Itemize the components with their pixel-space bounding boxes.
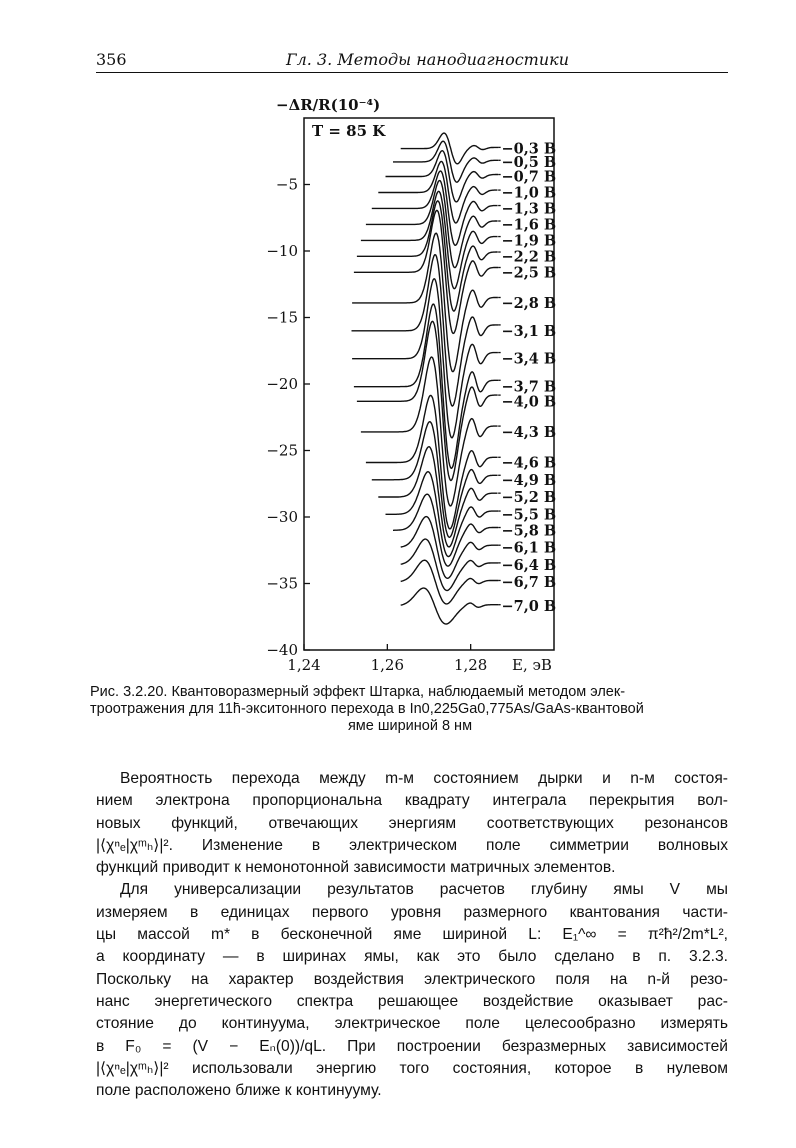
text-line: функций приводит к немонотонной зависимости матричных элементов. xyxy=(96,859,616,877)
voltage-label: −1,9 В xyxy=(501,232,557,250)
voltage-label: −6,7 В xyxy=(501,574,557,592)
body-text xyxy=(96,768,728,1102)
spectrum-curve xyxy=(401,560,499,604)
y-tick-label: −30 xyxy=(266,508,298,526)
y-tick-label: −25 xyxy=(266,441,298,460)
voltage-label: −0,3 В xyxy=(501,140,557,158)
y-tick-label: −5 xyxy=(275,175,298,194)
spectrum-curve xyxy=(366,395,498,529)
voltage-label: −4,9 В xyxy=(501,471,557,489)
voltage-label: −3,4 В xyxy=(501,350,557,368)
temperature-label: T = 85 K xyxy=(312,122,386,140)
text-line: в F₀ = (V − Eₙ(0))/qL. При построении безразмерных зависимостей xyxy=(96,1037,728,1055)
voltage-labels xyxy=(498,141,556,616)
spectrum-curve xyxy=(401,588,499,624)
page-number: 356 xyxy=(96,50,127,69)
paragraph-2 xyxy=(96,879,728,1102)
caption-line-3: яме шириной 8 нм xyxy=(347,718,473,734)
text-line: |⟨χⁿₑ|χᵐₕ⟩|². Изменение в электрическом поле симметрии волновых xyxy=(96,836,728,854)
voltage-label: −3,1 В xyxy=(501,322,557,340)
x-tick-label: 1,24 xyxy=(287,656,321,674)
voltage-label: −6,4 В xyxy=(501,556,557,574)
voltage-label: −2,8 В xyxy=(501,294,557,312)
spectrum-curve xyxy=(354,304,498,468)
y-tick-label: −15 xyxy=(266,308,298,327)
text-line: стояние до континуума, электрическое поле целесообразно измерять xyxy=(96,1015,728,1033)
voltage-label: −0,7 В xyxy=(501,168,557,186)
x-axis xyxy=(287,644,487,674)
y-tick-label: −35 xyxy=(266,574,298,593)
voltage-label: −4,0 В xyxy=(501,393,557,411)
text-line: а координату — в ширинах ямы, как это было сделано в п. 3.2.3. xyxy=(96,948,728,966)
voltage-label: −3,7 В xyxy=(501,378,557,396)
x-axis-label: E, эВ xyxy=(512,656,552,674)
voltage-label: −5,8 В xyxy=(501,522,557,540)
y-tick-label: −20 xyxy=(266,375,298,393)
text-line: измеряем в единицах первого уровня размерного квантования части- xyxy=(96,903,728,921)
text-line: нанс энергетического спектра решающее воздействие оказывает рас- xyxy=(96,992,728,1010)
text-line: поле расположено ближе к континууму. xyxy=(96,1082,382,1100)
spectrum-curve xyxy=(361,357,498,506)
voltage-label: −2,2 В xyxy=(501,248,557,266)
voltage-label: −5,5 В xyxy=(501,506,557,524)
x-tick-label: 1,28 xyxy=(453,656,488,674)
voltage-label: −1,3 В xyxy=(501,200,557,218)
caption-line-2: троотражения для 11h̄-экситонного перехода в In0,225Ga0,775As/GaAs-квантовой xyxy=(90,701,644,717)
running-title: Гл. 3. Методы нанодиагностики xyxy=(286,50,570,69)
text-line: нием электрона пропорциональна квадрату интеграла перекрытия вол- xyxy=(96,792,728,810)
text-line: Для универсализации результатов расчетов глубину ямы V мы xyxy=(120,881,728,899)
figure-caption xyxy=(90,684,730,735)
paragraph-1 xyxy=(96,768,728,879)
voltage-label: −2,5 В xyxy=(501,264,557,282)
text-line: цы массой m* в бесконечной яме шириной L: E₁^∞ = π²ħ²/2m*L², xyxy=(96,926,728,944)
voltage-label: −5,2 В xyxy=(501,489,557,507)
voltage-label: −4,3 В xyxy=(501,423,557,441)
caption-line-1: Рис. 3.2.20. Квантоворазмерный эффект Штарка, наблюдаемый методом элек- xyxy=(90,684,626,700)
spectrum-curve xyxy=(372,422,498,538)
y-tick-label: −40 xyxy=(266,641,298,659)
x-tick-label: 1,26 xyxy=(370,656,405,674)
text-line: |⟨χⁿₑ|χᵐₕ⟩|² использовали энергию того состояния, которое в нулевом xyxy=(96,1059,728,1077)
voltage-label: −7,0 В xyxy=(501,598,557,616)
y-axis-label: −ΔR/R(10⁻⁴) xyxy=(276,96,381,114)
voltage-label: −1,6 В xyxy=(501,216,557,234)
text-line: новых функций, отвечающих энергиям соответствующих резонансов xyxy=(96,814,728,832)
voltage-label: −0,5 В xyxy=(501,153,557,171)
voltage-label: −1,0 В xyxy=(501,184,557,202)
voltage-label: −4,6 В xyxy=(501,454,557,472)
text-line: Вероятность перехода между m-м состоянием дырки и n-м состоя- xyxy=(120,770,728,787)
spectra-curves xyxy=(352,133,499,624)
y-tick-label: −10 xyxy=(266,242,298,260)
voltage-label: −6,1 В xyxy=(501,539,557,557)
text-line: Поскольку на характер воздействия электрического поля на n-й резо- xyxy=(96,970,728,988)
